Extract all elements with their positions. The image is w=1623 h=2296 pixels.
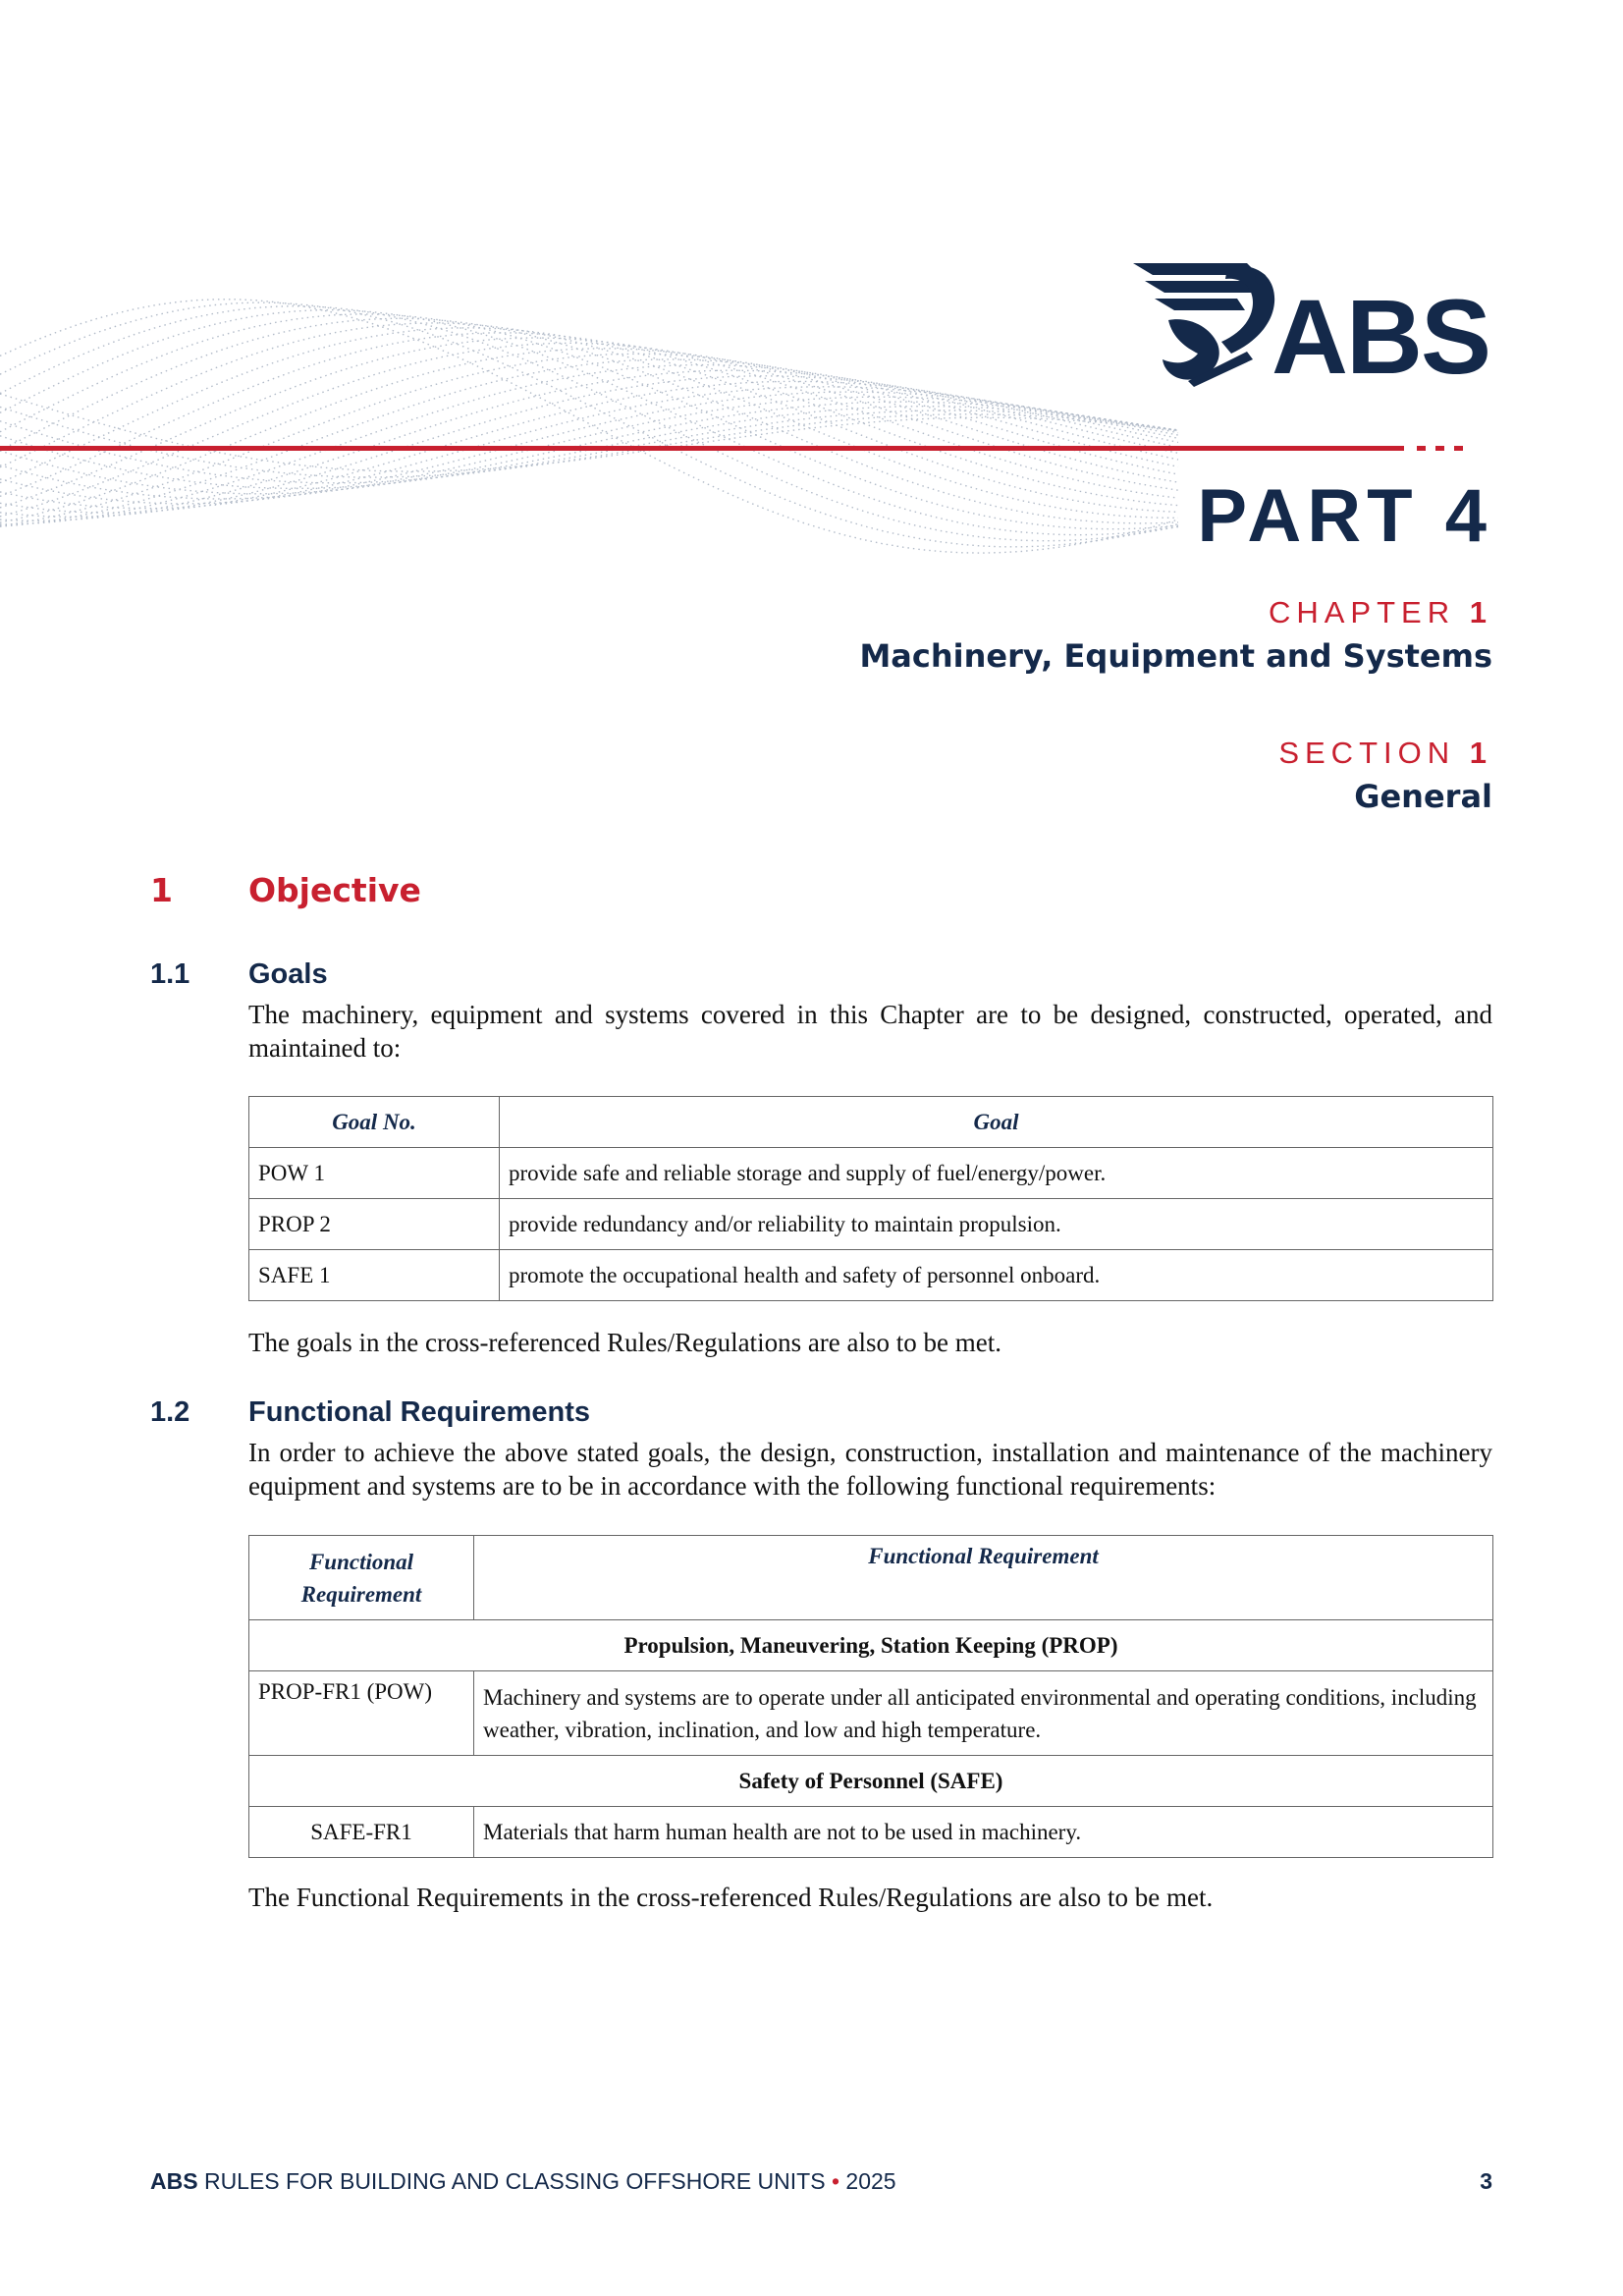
table-cell: Materials that harm human health are not to be used in machinery. — [474, 1807, 1493, 1858]
table-cell: PROP-FR1 (POW) — [249, 1671, 474, 1756]
group-header: Propulsion, Maneuvering, Station Keeping (PROP) — [249, 1620, 1493, 1671]
heading-title: Objective — [248, 871, 421, 909]
table-row — [249, 1148, 1493, 1199]
paragraph: The Functional Requirements in the cross-referenced Rules/Regulations are also to be met. — [248, 1883, 1214, 1912]
wave-line — [0, 407, 1178, 477]
goals-table — [248, 1096, 1493, 1301]
table-cell: provide safe and reliable storage and supply of fuel/energy/power. — [500, 1148, 1493, 1199]
header-rule-dash — [1435, 446, 1444, 451]
eagle-icon — [1133, 263, 1274, 387]
wave-line — [0, 323, 1178, 518]
chapter-label: CHAPTER 1 — [1268, 595, 1492, 629]
column-header: Functional Requirement — [249, 1536, 474, 1620]
header-rule-dash — [1454, 446, 1463, 451]
table-cell: PROP 2 — [249, 1199, 500, 1250]
table-cell: provide redundancy and/or reliability to maintain propulsion. — [500, 1199, 1493, 1250]
column-header: Goal — [500, 1097, 1493, 1148]
paragraph: In order to achieve the above stated goals, the design, construction, installation and maintenance of the machinery equipment and systems are to be in accordance with the following functional requirements: — [248, 1438, 1492, 1501]
wave-line — [0, 394, 1178, 471]
subheading-title: Functional Requirements — [248, 1396, 591, 1428]
table-header-row — [249, 1097, 1493, 1148]
table-row — [249, 1671, 1493, 1756]
heading-number: 1 — [150, 871, 173, 909]
wave-line — [0, 349, 1178, 522]
subheading-number: 1.2 — [150, 1396, 190, 1428]
wave-line — [0, 365, 1178, 524]
logo-text: ABS — [1271, 277, 1490, 395]
chapter-title: Machinery, Equipment and Systems — [859, 637, 1492, 675]
paragraph: The machinery, equipment and systems covered in this Chapter are to be designed, constructed, operated, and maintained to: — [248, 1000, 1492, 1063]
part-title: PART 4 — [1197, 474, 1492, 558]
section-label: SECTION 1 — [1278, 736, 1492, 770]
table-cell: SAFE-FR1 — [249, 1807, 474, 1858]
section-title: General — [1354, 778, 1492, 815]
page-number: 3 — [1480, 2168, 1492, 2194]
wave-line — [0, 328, 1178, 513]
subheading-number: 1.1 — [150, 958, 190, 990]
functional-requirements-table — [248, 1535, 1493, 1858]
footer-title: ABS RULES FOR BUILDING AND CLASSING OFFSHORE UNITS • 2025 — [150, 2168, 896, 2194]
header-rule-dash — [1417, 446, 1426, 451]
table-row — [249, 1250, 1493, 1301]
subheading-title: Goals — [248, 958, 328, 990]
table-cell: promote the occupational health and safety of personnel onboard. — [500, 1250, 1493, 1301]
wave-line — [0, 306, 1178, 541]
wave-line — [0, 302, 1178, 547]
table-row — [249, 1807, 1493, 1858]
table-cell: POW 1 — [249, 1148, 500, 1199]
table-header-row — [249, 1536, 1493, 1620]
header-rule — [0, 446, 1404, 451]
table-row — [249, 1199, 1493, 1250]
table-cell: Machinery and systems are to operate under all anticipated environmental and operating conditions, including weather, vibration, inclination, and low and high temperature. — [474, 1671, 1493, 1756]
wave-line — [0, 333, 1178, 506]
wave-line — [0, 310, 1178, 535]
group-header: Safety of Personnel (SAFE) — [249, 1756, 1493, 1807]
column-header: Goal No. — [249, 1097, 500, 1148]
group-row — [249, 1620, 1493, 1671]
abs-logo — [1129, 257, 1492, 395]
wave-line — [0, 354, 1178, 525]
group-row — [249, 1756, 1493, 1807]
wave-line — [0, 338, 1178, 508]
table-cell: SAFE 1 — [249, 1250, 500, 1301]
paragraph: The goals in the cross-referenced Rules/Regulations are also to be met. — [248, 1328, 1001, 1357]
column-header: Functional Requirement — [474, 1536, 1493, 1620]
